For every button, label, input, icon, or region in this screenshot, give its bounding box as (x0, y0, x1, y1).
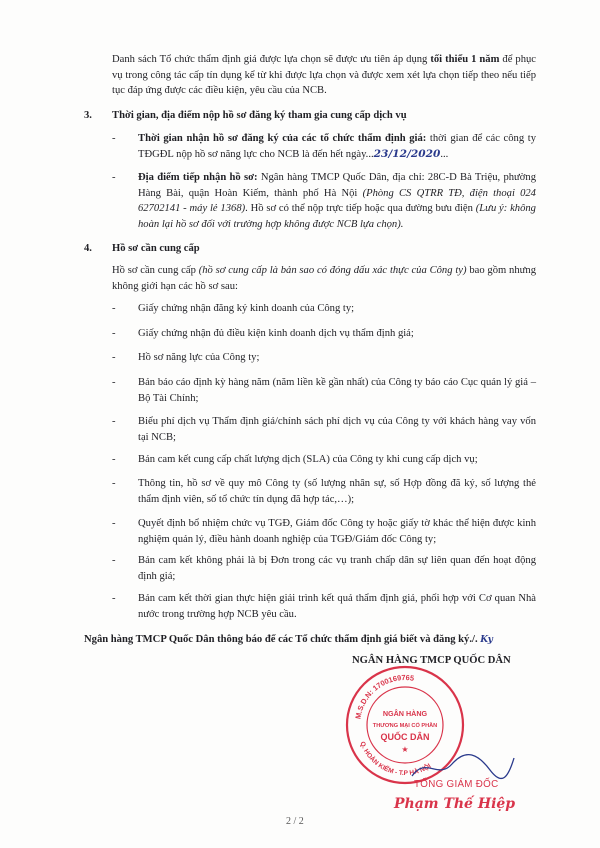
dash: - (112, 133, 116, 144)
star-icon: ★ (401, 745, 409, 754)
signatory-title: TỔNG GIÁM ĐỐC (414, 779, 499, 790)
initial-mark: Ky (480, 635, 493, 645)
docs-intro-text2: bao gồm nhưng không giới hạn các hồ sơ sau: (112, 265, 536, 292)
list-item: Hồ sơ năng lực của Công ty; (138, 352, 260, 363)
closing-text: Ngân hàng TMCP Quốc Dân thông báo để các Tổ chức thẩm định giá biết và đăng ký./. (84, 634, 478, 645)
list-item: Thông tin, hồ sơ về quy mô Công ty (số lượng nhân sự, số Hợp đồng đã ký, số lượng thẻ thẩm định viên, số tổ chức tín dụng đã hợp tác,…); (138, 478, 536, 505)
location-text: Ngân hàng TMCP Quốc Dân, địa chỉ: 28C-D Bà Triệu, phường Hàng Bài, quận Hoàn Kiếm, thành phố Hà Nội (138, 172, 536, 199)
dash: - (112, 454, 116, 465)
section-4-intro (112, 263, 536, 294)
time-text: thời gian để các công ty TĐGĐL nộp hồ sơ năng lực cho NCB là đến hết ngày... (138, 133, 536, 160)
time-dots: ... (440, 148, 449, 160)
dash: - (112, 352, 116, 363)
location-italic: (Phòng CS QTRR TĐ, điện thoại 024 62702141 - máy lẻ 1368) (138, 187, 536, 214)
location-label: Địa điểm tiếp nhận hồ sơ: (138, 172, 258, 183)
signature-org: NGÂN HÀNG TMCP QUỐC DÂN (352, 655, 511, 666)
stamp-id: M.S.D.N: 1700169765 (353, 672, 415, 720)
dash: - (112, 478, 116, 489)
list-item: Giấy chứng nhận đủ điều kiện kinh doanh dịch vụ thẩm định giá; (138, 328, 414, 339)
stamp-line-2: THƯƠNG MẠI CỔ PHẦN (372, 723, 438, 729)
dash: - (112, 303, 116, 314)
list-item: Bản báo cáo định kỳ hàng năm (năm liền kề gần nhất) của Công ty báo cáo Cục quản lý giá – Bộ Tài Chính; (138, 377, 536, 404)
dash: - (112, 555, 116, 566)
page-number: 2 / 2 (286, 816, 304, 827)
dash: - (112, 172, 116, 183)
dash: - (112, 377, 116, 388)
section-3-item-time (138, 131, 536, 162)
docs-intro-text: Hồ sơ cần cung cấp (112, 265, 199, 276)
dash: - (112, 593, 116, 604)
list-item: Biểu phí dịch vụ Thẩm định giá/chính sách phí dịch vụ của Công ty với khách hàng vay vốn tại NCB; (138, 416, 536, 443)
time-label: Thời gian nhận hồ sơ đăng ký của các tổ chức thẩm định giá: (138, 133, 427, 144)
intro-text: Danh sách Tổ chức thẩm định giá được lựa chọn sẽ được ưu tiên áp dụng (112, 54, 431, 65)
list-item: Bản cam kết thời gian thực hiện giải trình kết quả thẩm định giá, phối hợp với Cơ quan Nhà nước trong trường hợp NCB yêu cầu. (138, 593, 536, 620)
intro-paragraph (112, 52, 536, 99)
dash: - (112, 416, 116, 427)
list-item: Bản cam kết không phải là bị Đơn trong các vụ tranh chấp dân sự liên quan đến hoạt động định giá; (138, 555, 536, 582)
section-4-title: Hồ sơ cần cung cấp (112, 243, 200, 254)
handwritten-date: 23/12/2020 (373, 147, 441, 160)
intro-text-after: để phục vụ trong công tác cấp tín dụng kể từ khi được lựa chọn và được xem xét lựa chọn tiếp theo nếu tiếp tục đáp ứng được các điều kiện, yêu cầu của NCB. (112, 54, 536, 96)
docs-intro-italic: (hồ sơ cung cấp là bản sao có đóng dấu xác thực của Công ty) (198, 265, 467, 276)
intro-bold: tối thiểu 1 năm (430, 54, 500, 65)
closing-statement (84, 632, 554, 649)
dash: - (112, 328, 116, 339)
list-item: Quyết định bổ nhiệm chức vụ TGĐ, Giám đốc Công ty hoặc giấy tờ khác thể hiện được kinh nghiệm quản lý, điều hành doanh nghiệp của TGĐ/Giám đốc Công ty; (138, 518, 536, 545)
signatory-name: Phạm Thế Hiệp (394, 796, 516, 812)
dash: - (112, 518, 116, 529)
section-3-number: 3. (84, 110, 92, 121)
list-item: Bản cam kết cung cấp chất lượng dịch (SLA) của Công ty khi cung cấp dịch vụ; (138, 454, 478, 465)
stamp-bottom-text: Q. HOÀN KIẾM - T.P HÀ NỘI (358, 740, 433, 778)
list-item: Giấy chứng nhận đăng ký kinh doanh của Công ty; (138, 303, 355, 314)
section-3-item-location (138, 170, 536, 232)
location-note: (Lưu ý: không hoàn lại hồ sơ đối với trường hợp không được NCB lựa chọn). (138, 203, 536, 230)
section-3-title: Thời gian, địa điểm nộp hồ sơ đăng ký tham gia cung cấp dịch vụ (112, 110, 407, 121)
section-4-number: 4. (84, 243, 92, 254)
stamp-line-3: QUỐC DÂN (380, 732, 430, 742)
stamp-line-1: NGÂN HÀNG (382, 709, 428, 718)
location-text2: . Hồ sơ có thể nộp trực tiếp hoặc qua đường bưu điện (245, 203, 476, 214)
